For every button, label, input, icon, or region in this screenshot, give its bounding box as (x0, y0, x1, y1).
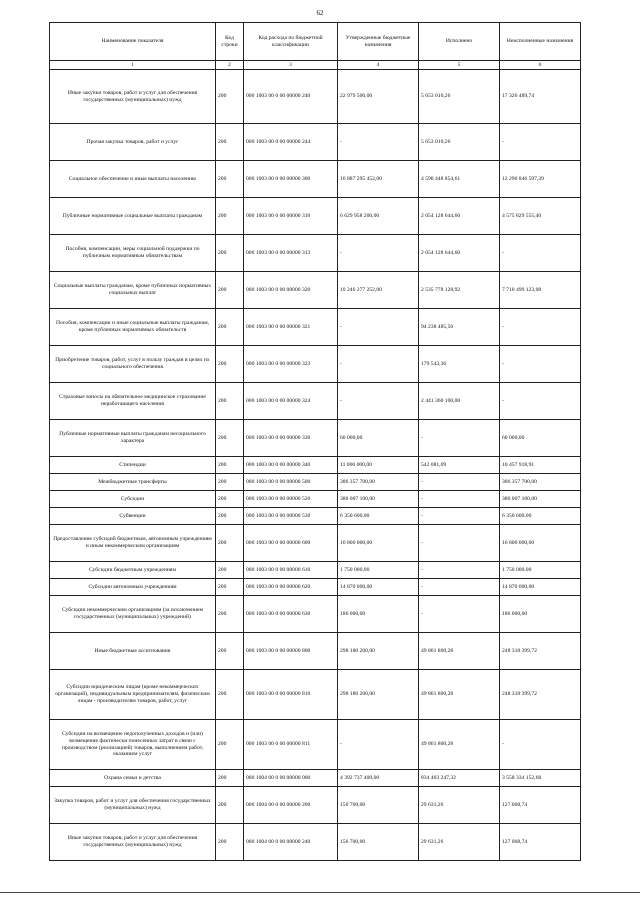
row-unexecuted: - (500, 309, 581, 346)
row-code: 200 (216, 474, 244, 491)
row-approved: - (338, 720, 419, 770)
row-code: 200 (216, 198, 244, 235)
header-row (50, 23, 581, 61)
row-executed: - (419, 508, 500, 525)
row-name: Межбюджетные трансферты (50, 474, 216, 491)
column-number-row (50, 61, 581, 70)
table-body (50, 70, 581, 861)
row-classification: 000 1003 00 0 00 00000 600 (244, 525, 338, 562)
row-classification: 000 1003 00 0 00 00000 320 (244, 272, 338, 309)
row-classification: 000 1003 00 0 00 00000 310 (244, 198, 338, 235)
row-name: Иные бюджетные ассигнования (50, 633, 216, 670)
page-bottom-rule (0, 892, 640, 893)
row-classification: 000 1003 00 0 00 00000 610 (244, 562, 338, 579)
table-row (50, 235, 581, 272)
row-classification: 000 1003 00 0 00 00000 520 (244, 491, 338, 508)
row-classification: 000 1004 00 0 00 00000 200 (244, 787, 338, 824)
table-row (50, 770, 581, 787)
row-code: 200 (216, 420, 244, 457)
row-code: 200 (216, 787, 244, 824)
row-name: Стипендии (50, 457, 216, 474)
row-approved: 6 629 958 200,00 (338, 198, 419, 235)
row-classification: 000 1003 00 0 00 00000 244 (244, 124, 338, 161)
row-approved: 60 000,00 (338, 420, 419, 457)
row-unexecuted: 14 870 000,00 (500, 579, 581, 596)
table-row (50, 383, 581, 420)
row-classification: 000 1003 00 0 00 00000 800 (244, 633, 338, 670)
row-executed: 5 653 010,26 (419, 124, 500, 161)
row-code: 200 (216, 491, 244, 508)
table-row (50, 272, 581, 309)
row-unexecuted: 248 318 399,72 (500, 633, 581, 670)
row-code: 200 (216, 770, 244, 787)
row-executed: 29 631,26 (419, 787, 500, 824)
row-approved: 1 750 000,00 (338, 562, 419, 579)
row-executed: 49 861 800,28 (419, 670, 500, 720)
row-executed: 2 054 128 644,60 (419, 198, 500, 235)
row-approved: 14 870 000,00 (338, 579, 419, 596)
row-unexecuted: 17 326 489,74 (500, 70, 581, 124)
row-name: Субвенции (50, 508, 216, 525)
row-code: 200 (216, 579, 244, 596)
table-row (50, 198, 581, 235)
table-row (50, 420, 581, 457)
row-name: Публичные нормативные выплаты гражданам несоциального характера (50, 420, 216, 457)
table-row (50, 70, 581, 124)
row-approved: - (338, 235, 419, 272)
row-code: 200 (216, 525, 244, 562)
row-name: Пособия, компенсации и иные социальные выплаты гражданам, кроме публичных нормативных обязательств (50, 309, 216, 346)
row-code: 200 (216, 562, 244, 579)
row-approved: 10 246 277 252,00 (338, 272, 419, 309)
row-unexecuted: - (500, 720, 581, 770)
row-code: 200 (216, 161, 244, 198)
column-number: 4 (338, 61, 419, 70)
header-code: Код строки (216, 23, 244, 61)
row-unexecuted: 386 357 700,00 (500, 474, 581, 491)
row-executed: - (419, 474, 500, 491)
row-approved: 156 700,00 (338, 787, 419, 824)
table-row (50, 309, 581, 346)
row-executed: 2 535 778 128,92 (419, 272, 500, 309)
row-executed: 29 631,26 (419, 824, 500, 861)
row-executed: 834 403 247,32 (419, 770, 500, 787)
row-code: 200 (216, 309, 244, 346)
page-number: 62 (316, 9, 324, 17)
row-executed: 179 543,36 (419, 346, 500, 383)
row-classification: 000 1003 00 0 00 00000 240 (244, 70, 338, 124)
row-classification: 000 1003 00 0 00 00000 620 (244, 579, 338, 596)
row-executed: 5 653 010,26 (419, 70, 500, 124)
row-code: 200 (216, 124, 244, 161)
row-classification: 000 1003 00 0 00 00000 500 (244, 474, 338, 491)
row-approved: 156 700,00 (338, 824, 419, 861)
row-name: Субсидии бюджетным учреждениям (50, 562, 216, 579)
table-row (50, 633, 581, 670)
row-name: Субсидии некоммерческим организациям (за исключением государственных (муниципальных) учреждений) (50, 596, 216, 633)
row-classification: 000 1003 00 0 00 00000 300 (244, 161, 338, 198)
row-approved: 386 357 700,00 (338, 474, 419, 491)
row-code: 200 (216, 346, 244, 383)
header-executed: Исполнено (419, 23, 500, 61)
row-code: 200 (216, 272, 244, 309)
row-unexecuted: 1 750 000,00 (500, 562, 581, 579)
row-code: 200 (216, 720, 244, 770)
row-approved: 4 392 737 400,00 (338, 770, 419, 787)
row-unexecuted: 127 068,74 (500, 787, 581, 824)
header-approved: Утвержденные бюджетные назначения (338, 23, 419, 61)
row-unexecuted: - (500, 235, 581, 272)
row-approved: - (338, 346, 419, 383)
row-executed: - (419, 596, 500, 633)
row-name: Закупка товаров, работ и услуг для обеспечения государственных (муниципальных) нужд (50, 787, 216, 824)
table-row (50, 562, 581, 579)
row-unexecuted: 4 575 829 555,40 (500, 198, 581, 235)
header-unexecuted: Неисполненные назначения (500, 23, 581, 61)
row-unexecuted: 10 457 918,91 (500, 457, 581, 474)
table-row (50, 670, 581, 720)
row-unexecuted: - (500, 383, 581, 420)
table-row (50, 787, 581, 824)
row-classification: 000 1003 00 0 00 00000 323 (244, 346, 338, 383)
row-executed: 542 081,09 (419, 457, 500, 474)
row-code: 200 (216, 235, 244, 272)
row-unexecuted: 380 007 100,00 (500, 491, 581, 508)
row-name: Иные закупки товаров, работ и услуг для обеспечения государственных (муниципальных) нужд (50, 70, 216, 124)
row-name: Субсидии (50, 491, 216, 508)
row-classification: 000 1003 00 0 00 00000 324 (244, 383, 338, 420)
column-number: 5 (419, 61, 500, 70)
budget-execution-table (49, 22, 581, 861)
row-unexecuted: 7 710 499 123,08 (500, 272, 581, 309)
row-unexecuted: 248 318 399,72 (500, 670, 581, 720)
row-unexecuted: 60 000,00 (500, 420, 581, 457)
row-unexecuted: 12 296 846 597,39 (500, 161, 581, 198)
row-classification: 000 1003 00 0 00 00000 530 (244, 508, 338, 525)
row-classification: 000 1003 00 0 00 00000 811 (244, 720, 338, 770)
row-code: 200 (216, 457, 244, 474)
row-unexecuted: 16 806 000,00 (500, 525, 581, 562)
row-unexecuted: 186 000,00 (500, 596, 581, 633)
row-approved: 6 350 600,00 (338, 508, 419, 525)
row-code: 200 (216, 508, 244, 525)
row-classification: 000 1003 00 0 00 00000 630 (244, 596, 338, 633)
row-approved: 298 180 200,00 (338, 670, 419, 720)
row-name: Субсидии на возмещение недополученных доходов и (или) возмещение фактически понесенных затрат в связи с производством (реализацией) товаров, выполнением работ, оказанием услуг (50, 720, 216, 770)
table-row (50, 824, 581, 861)
column-number: 1 (50, 61, 216, 70)
table-row (50, 579, 581, 596)
row-name: Предоставление субсидий бюджетным, автономным учреждениям и иным некоммерческим организациям (50, 525, 216, 562)
row-unexecuted: 6 350 600,00 (500, 508, 581, 525)
table-row (50, 596, 581, 633)
row-name: Пособия, компенсации, меры социальной поддержки по публичным нормативным обязательствам (50, 235, 216, 272)
row-name: Публичные нормативные социальные выплаты гражданам (50, 198, 216, 235)
row-executed: - (419, 420, 500, 457)
row-executed: 94 238 485,56 (419, 309, 500, 346)
column-number: 2 (216, 61, 244, 70)
row-approved: - (338, 383, 419, 420)
table-row (50, 474, 581, 491)
row-approved: 16 887 295 452,00 (338, 161, 419, 198)
row-name: Субсидии юридическим лицам (кроме некоммерческих организаций), индивидуальным предпринимателям, физическим лицам - производителям товаров, работ, услуг (50, 670, 216, 720)
column-number: 6 (500, 61, 581, 70)
table-row (50, 124, 581, 161)
row-name: Иные закупки товаров, работ и услуг для обеспечения государственных (муниципальных) нужд (50, 824, 216, 861)
row-unexecuted: 127 068,74 (500, 824, 581, 861)
table-row (50, 161, 581, 198)
row-name: Субсидии автономным учреждениям (50, 579, 216, 596)
row-approved: 380 007 100,00 (338, 491, 419, 508)
row-code: 200 (216, 383, 244, 420)
row-executed: 4 590 448 854,61 (419, 161, 500, 198)
row-unexecuted: 3 558 334 152,68 (500, 770, 581, 787)
row-code: 200 (216, 824, 244, 861)
table-row (50, 491, 581, 508)
row-name: Социальное обеспечение и иные выплаты населению (50, 161, 216, 198)
table-row (50, 720, 581, 770)
row-approved: 16 806 000,00 (338, 525, 419, 562)
row-executed: - (419, 525, 500, 562)
row-classification: 000 1003 00 0 00 00000 313 (244, 235, 338, 272)
row-approved: 22 979 500,00 (338, 70, 419, 124)
row-classification: 000 1003 00 0 00 00000 810 (244, 670, 338, 720)
table-row (50, 508, 581, 525)
row-approved: 11 000 000,00 (338, 457, 419, 474)
row-name: Охрана семьи и детства (50, 770, 216, 787)
row-name: Страховые взносы на обязательное медицинское страхование неработающего населения (50, 383, 216, 420)
row-executed: - (419, 491, 500, 508)
row-approved: 298 180 200,00 (338, 633, 419, 670)
row-approved: 186 000,00 (338, 596, 419, 633)
row-unexecuted: - (500, 124, 581, 161)
row-executed: 2 441 360 100,00 (419, 383, 500, 420)
row-executed: 2 054 128 644,60 (419, 235, 500, 272)
row-classification: 000 1003 00 0 00 00000 330 (244, 420, 338, 457)
table-row (50, 346, 581, 383)
row-code: 200 (216, 70, 244, 124)
row-executed: - (419, 579, 500, 596)
table-row (50, 525, 581, 562)
column-number: 3 (244, 61, 338, 70)
row-approved: - (338, 124, 419, 161)
row-classification: 000 1004 00 0 00 00000 000 (244, 770, 338, 787)
header-classification: Код расхода по бюджетной классификации (244, 23, 338, 61)
row-executed: - (419, 562, 500, 579)
row-code: 200 (216, 670, 244, 720)
row-approved: - (338, 309, 419, 346)
table-row (50, 457, 581, 474)
row-executed: 49 861 800,28 (419, 633, 500, 670)
row-unexecuted: - (500, 346, 581, 383)
row-classification: 000 1003 00 0 00 00000 340 (244, 457, 338, 474)
row-code: 200 (216, 633, 244, 670)
row-name: Социальные выплаты гражданам, кроме публичных нормативных социальных выплат (50, 272, 216, 309)
header-name: Наименование показателя (50, 23, 216, 61)
row-name: Прочая закупка товаров, работ и услуг (50, 124, 216, 161)
row-classification: 000 1003 00 0 00 00000 321 (244, 309, 338, 346)
row-code: 200 (216, 596, 244, 633)
row-executed: 49 861 800,28 (419, 720, 500, 770)
row-name: Приобретение товаров, работ, услуг в пользу граждан в целях их социального обеспечения (50, 346, 216, 383)
row-classification: 000 1004 00 0 00 00000 240 (244, 824, 338, 861)
